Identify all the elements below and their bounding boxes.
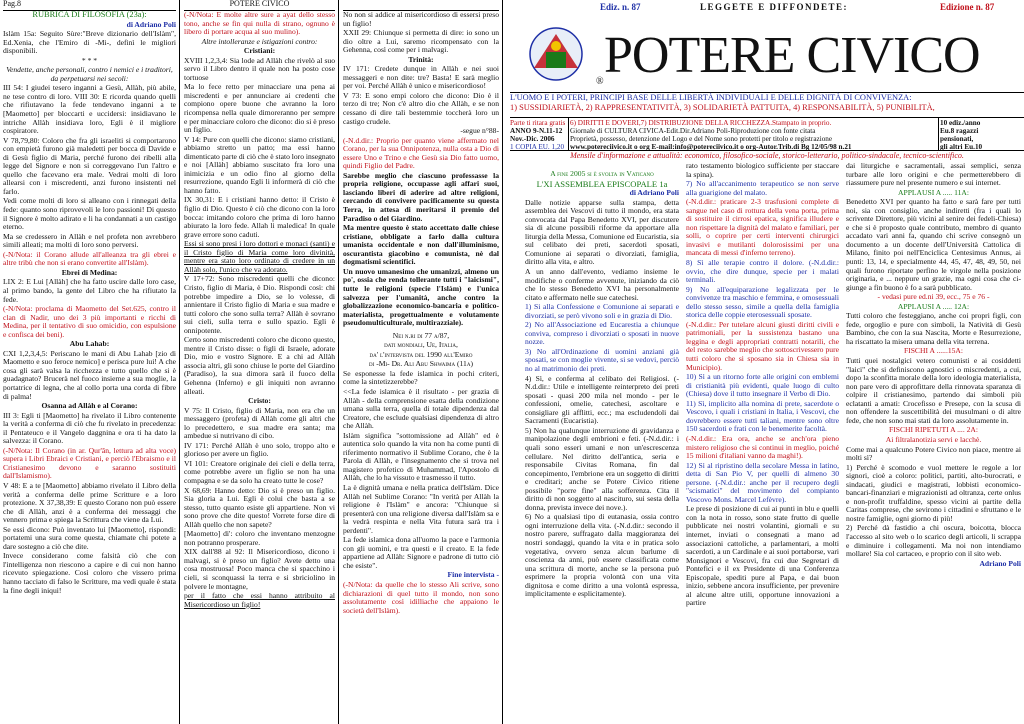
- paragraph: per il fatto che essi hanno attribuito al Misericordioso un figlio!: [184, 591, 335, 609]
- paragraph: V 17+72: Sono miscredenti quelli che dicono: Cristo, figlio di Maria, è Dio. Rispondi così: chi potrebbe impedire a Dio, se lo volesse, di annientare il Cristo figlio di Maria e sua madre e tutti coloro che sono sulla terra? Allàh è sovrano sui cieli, sulla terra e sullo spazio. Egli è onnipotente.: [184, 274, 335, 335]
- note: (-N.d.dir.: Per tutelare alcuni giusti diritti civili e patrimoniali, per la sussistenza bastano una leggina e degli appropriati contratti notarili, che del resto sarebbe meglio che sottoscrivessero pure tutti coloro che si sposano sia in Chiesa sia in Municipio).: [686, 319, 839, 372]
- section-subheading: Ai filtralanotizia servi e lacchè.: [885, 434, 982, 444]
- subheading: Abu Lahab:: [69, 339, 110, 349]
- masthead-subtitle: Mensile d'informazione e attualità: economico, filosofico-sociale, storico-letterario, politico-sindacale, tecnico-scientifico.: [570, 151, 964, 160]
- subheading: Trinità:: [408, 54, 434, 64]
- paragraph: IV 171: Perché Allàh è uno solo, troppo alto e glorioso per avere un figlio.: [184, 440, 335, 459]
- signature: Adriano Poli: [979, 558, 1021, 568]
- continuation-note: -segue n°88-: [460, 126, 499, 136]
- article-intro: A fine 2005 si è svolta in Vaticano: [550, 169, 654, 178]
- note: (-N.d.dir.: Era ora, anche se anch'ora pieno mistero religioso che si continui in meglio, poiché 15 milioni d'italiani vanno da maghi!).: [686, 433, 839, 461]
- paragraph: A un anno dall'evento, vediamo insieme le modifiche o conferme avvenute, iniziando da ciò che lo stesso Benedetto XVI ha personalmente citato e affermato nelle sue catechesi.: [525, 267, 679, 302]
- list-item: 1) Si alla Confessione e Comunione ai separati e divorziati, se però vivono soli e in grazia di Dio.: [525, 302, 679, 320]
- paragraph: V 48: E a te [Maometto] abbiamo rivelato il Libro della verità a conferma delle prime Scritture e a loro protezione. X 37,38,39: E questo Corano non può essere che di Allàh, anzi è a conferma dei messaggi che vennero prima e spiega la Scrittura che viene da Lui.: [3, 480, 176, 525]
- reference-title: Nei n.ri di 77 a/87,: [392, 330, 450, 340]
- paragraph: XIX dall'88 al 92: Il Misericordioso, dicono i malvagi, si è preso un figlio? Avete detto una cosa mostruosa! Poco manca che si spacchino i cieli, si sconquassi la terra e si sbriciolino in polvere le montagne,: [184, 547, 335, 591]
- info-line: gli altri Eu.10: [940, 143, 983, 151]
- divider: [568, 118, 569, 150]
- paragraph: Ma lo fece retto per minacciare una pena ai miscredenti e per annunciare ai credenti che compiono opere buone che avranno la loro ricompensa nella quale dimoreranno per sempre e per minacciare coloro che dicono: dio si è preso un figlio.: [184, 82, 335, 135]
- paragraph: Un nuovo umanesimo che umanizzi, almeno un po', ossia che renda tollerante tutti i "laicismi", tutte le religioni (specie l'Islàm) e l'unica salvezza per l'umanità, anche contro la globalizzazione economico-bancaria e politico-materialista, progettualmente e volutamente pseudomulticulturale, multirazziale).: [343, 266, 499, 328]
- paragraph: No non si addice al misericordioso di essersi preso un figlio!: [343, 10, 499, 28]
- masthead-topbar: [510, 0, 1024, 14]
- info-mid: [570, 119, 936, 151]
- note: (-N.d.dir.: praticare 2-3 trasfusioni complete di sangue nel caso di rottura della vena porta, prima di sostituire il cirrosi epatica, significa illudere e non rispettare la dignità del malato e familiari, per solli, o coprire per certi interventi chirurgici invasivi e mutilanti dolorosissimi per una mancata di messi d'inferno terreno).: [686, 197, 839, 258]
- section-heading: FISCHI A ......15A:: [903, 346, 964, 356]
- end-note: Fine intervista -: [447, 570, 499, 580]
- list-item: 10) Sì a un ritorno forte alle origini con emblemi di cristianità più evidenti, quale luogo di culto (Chiesa) dove il tutto insegnare il Verbo di Dio.: [686, 372, 839, 399]
- note: (-N/Nota: E molte altre sure a ayat dello stesso tono, anche se fin qui nulla di strano, ognuno è libero di portare acqua al suo mulino).: [184, 10, 335, 37]
- paragraph: Tutti coloro che festeggiano, anche coi propri figli, con fede, orgoglio e pure con simboli, la Natività di Gesù Bambino, che con la sua Nascita, Morte e Resurrezione, ha riscattato la misera umana della vita terrena.: [846, 311, 1021, 346]
- info-line: Giornale di CULTURA CIVICA-Edit.Dir.Adriano Poli-Riproduzione con fonte citata: [570, 127, 816, 135]
- info-line: 1 COPIA EU. 1,20: [510, 143, 565, 151]
- subheading: Cristo:: [248, 396, 271, 406]
- list-item: 12) Sì al ripristino della secolare Messa in latino, detta di San Pio V, per quelli di almeno 30 persone. (-N.d.dir.: anche per il recupero degli "scismatici" del movimento del compianto Vescovo Mons. Marcel Lefèvre).: [686, 460, 839, 504]
- footnote: - vedasi pure ed.ni 39, ecc., 75 e 76 -: [877, 292, 990, 302]
- paragraph: Benedetto XVI per quanto ha fatto e sarà fare per tutti noi, sia con consiglio, anche indiretti (fra i quali lo scrivente Direttore, più vicini al senire dei fedeli-Chiesa) e che si è proposto quale contributo, membro di quanto accadato vari anni fa, quando chi scrive consegnò un documento a un docente dell'Università Cattolica di Milano, finito poi nell'Enciclica Centesimus Annus, ai punti: 13, 14, e specialmente 44, 45, 47, 48, 49, 50, nei quali furono riportate perfino le virgole nella posizione originaria, e ... neppure un grazie, ma ogni cosa che ci-giunge a fin buono è fo a sarà pubblicato.: [846, 197, 1021, 292]
- note: (-N/Nota: il Corano allude all'alleanza tra gli ebrei e altre tribù che non si erano convertite all'Islàm).: [3, 249, 176, 268]
- paragraph: rato testamento biologico sufficiente per staccare la spina).: [686, 162, 839, 179]
- paragraph: IX 30,31: E i cristiani hanno detto: il Cristo è figlio di Dio. Questo è ciò che dicono con la loro bocca: imitando coloro che prima di loro hanno abiurato la loro fede. Allah li maledica! In quale grave errore sono caduti.: [184, 195, 335, 239]
- list-item: 4) Sì, e conferma al celibato dei Religiosi. (-N.d.dir.: Utile e intelligente reinterpreto dei preti sposati - quasi 200 mila nel mondo - per le confessioni, omelie, catechesi, ascoltare e consigliare gli afflitti, ecc.; ma escludendoli dai Sacramenti (Eucaristia).: [525, 373, 679, 426]
- column-2: [181, 0, 339, 724]
- slogan-line: L'UOMO E I POTERI, PRINCIPI BASE DELLE LIBERTÀ INDIVIDUALI E DELLE DIGNITÀ DI CONVIVENZA:: [510, 93, 912, 102]
- paragraph: Sarebbe meglio che ciascuno professasse la propria religione, occupasse agli affari suoi, lasciando liberi di aderire ad altre religioni, cercando di convivere pacificamente su questa Terra, in attesa di meritarsi il premio del Paradiso o del Giardino.: [343, 170, 499, 223]
- paragraph: [Maometto] di': coloro che inventano menzogne non potranno prosperare.: [184, 529, 335, 547]
- paragraph: Ma se credessero in Allàh e nel profeta non avrebbero simili alleati; ma molti di loro sono perversi.: [3, 231, 176, 250]
- info-line: Proprietà, possesso, detenzione del Logo e del Nome sono protetti per titolo e registrazione: [570, 135, 833, 143]
- info-line: Nov.-Dic. 2006: [510, 135, 555, 143]
- paragraph: XVIII 1,2,3,4: Sia lode ad Allàh che rivelò al suo servo il Libro dentro il quale non ha posto cose tortuose: [184, 55, 335, 82]
- subheading: Osanna ad Allàh e al Corano:: [41, 401, 138, 411]
- paragraph: V 14: Pure con quelli che dicono: siamo cristiani, abbiamo stretto un patto; ma essi hanno dimenticato parte di ciò che è stato loro insegnato e noi [Allàh] abbiamo suscitato fra loro una inimicizia e un odio fino al giorno della resurrezione, quando Egli li informerà di ciò che hanno fatto.: [184, 134, 335, 195]
- column-4: [522, 162, 682, 724]
- divider: [938, 118, 939, 150]
- paragraph: Islàm 15a: Seguito Sùre:"Breve dizionario dell'Islàm", Ed.Xenia, che l'Emiro di -Mi-, definì le migliori disponibili.: [3, 29, 176, 56]
- paragraph: V 73: E sono empi coloro che dicono: Dio è il terzo di tre; Non c'è altro dio che Allàh, e se non cessano di dire tali bestemmie toccherà loro un castigo crudele.: [343, 90, 499, 126]
- paragraph: XXII 29: Chiunque si permetta di dire: io sono un dio oltre a Lui, saremo ricompensato con la Gehenna, così come per i malvagi.: [343, 28, 499, 55]
- paragraph: Se essi dicono: Può inventato lui [Maometto], rispondi: portatemi una sura come questa, chiamate chi potete a dare sostegno a ciò che dite.: [3, 524, 176, 551]
- edition-right: Edizione n. 87: [940, 2, 995, 12]
- info-line: Eu.8 ragazzi: [940, 127, 979, 135]
- info-line: Parte ti ritara gratis: [510, 119, 566, 127]
- paragraph: III 3: Egli ti [Maometto] ha rivelato il Libro contenente la verità a conferma di ciò che fu rivelato in precedenza: il Pentateuco e il Vangelo daggnina e ora ti ha dato la salvezza: il Corano.: [3, 410, 176, 446]
- note: (-N/Nota: proclama di Maometto del Set.625, contro il clan di Nadir, uno dei 3 più importanti e ricchi di Medina, per il tentativo di suo omicidio, con espulsione e confisca dei beni).: [3, 304, 176, 339]
- reference-line: dati mondiali, Ue, Italia,: [384, 340, 458, 350]
- paragraph: Le prese di posizione di cui ai punti in blu e quelli con la nota in rosso, sono state frutto di quelle pubblicate nei nostri volantini, giornali e su internet, inviati o consegnati a mano ad associazioni cattoliche, a parlamentari, a molti sacerdoti, a un Cardinale e ai suoi portaborse, vari Monsignori e Vescovi, fra cui due Segretari di Pontefici e il ex Presidente di una Conferenza Episcopale, spediti pure al Papa, e dai buon inizio, sebbene ancora insufficiente, per prevenire al alcune altre utili, opportune innovazioni a partire: [686, 504, 839, 608]
- rubric-author: di Adriano Poli: [126, 19, 176, 29]
- column-5: [683, 162, 842, 724]
- rubric-heading: RUBRICA DI FILOSOFIA (23a):: [32, 10, 147, 19]
- slogan-line: 1) SUSSIDIARIETÀ, 2) RAPPRESENTATIVITÀ, 3) SOLIDARIETÀ PATTUITA, 4) RESPONSABILITÀ, 5) PUNIBILITÀ,: [510, 103, 935, 112]
- note: (-N.d.dir.: Proprio per quanto viene affermato nel Corano, per la sua Onnipotenza, nulla osta a Dio di essere Uno e Trino e che Gesù sia Dio fatto uomo, quindi Figlio del Padre.: [343, 135, 499, 171]
- info-right: [940, 119, 1024, 151]
- paragraph: V 78,79,80: Coloro che fra gli israeliti si comportarono con empietà furono già maledetti per bocca di Davide e di Gesù figlio di Maria, perché furono dei ribelli alla legge del Signore e non si correggevano l'un l'altro e quello che facevano era male. Vedrai molti di loro allearsi con i miscredenti, anzi furono insistenti nel farlo.: [3, 135, 176, 196]
- paragraph: dai liturgiche e sacramentali, assai semplici, senza turbare alle loro origini e che permetterebbero di riassumere pure nel presente numero e sui internet.: [846, 162, 1021, 188]
- page-number: Pag.8: [3, 0, 21, 8]
- paragraph: Islàm significa "sottomissione ad Allàh" ed è autentica solo quando la vita non ha come punti di riferimento normativo il Sublime Corano, che è la Parola di Allàh, e l'insegnamento che si trova nel magistero profetico di Muhammad, l'Apostolo di Allàh, che lo ha vissuto e trasmesso il tutto.: [343, 430, 499, 483]
- paragraph: LIX 2: E Lui [Allàh] che ha fatto uscire dalle loro case, al primo bando, la gente del Libro che ha rifiutato la fede.: [3, 277, 176, 304]
- list-item: 6) No a qualsiasi tipo di eutanasia, ossia contro ogni interruzione della vita. (-N.d.dir.: secondo il nostro parere, suffragato dalla maggioranza dei nostri sondaggi, quando la vita e in pratica solo vegetativa, ovvero senza alcun barlume di coscienza da anni, può essere classificata come una scrittura di morte, anche se la persona può esprimere la propria volontà con una vita dignitosa e come diritto a una volontà espressa, implicitamente e esplicitamente).: [525, 512, 679, 599]
- column-1: [0, 0, 180, 724]
- list-item: 9) No all'equiparazione legalizzata per le convivenze tra maschio e femmina, e omosessuali dello stesso sesso, simile a quella della famiglia storica delle coppie eterosessuali sposate.: [686, 284, 839, 320]
- info-table: [510, 117, 1024, 151]
- paragraph: III 54: I giudei tesero inganni a Gesù, Allàh, più abile, ne tese contro di loro. VIII 30: E ricorda quando quelli che rifiutavano la fede tendevano inganni a te [Maometto] per bloccarti e uccidersi: insidiavano le intriche Allàh insidiava loro, Egli è il migliore cospiratore.: [3, 83, 176, 136]
- paragraph: VI 101: Creatore originale dei cieli e della terra, come potrebbe avere un figlio se non ha una compagna e se da solo ha creato tutte le cose?: [184, 458, 335, 485]
- info-left: [510, 119, 568, 151]
- note: (-N/Nota: da quelle che lo stesso Ali scrive, sono dichiarazioni di quel tutto il mondo, non sono assolutamente così idilliache che appaiono le società dell'Islàm).: [343, 580, 499, 615]
- separator-stars: * * *: [81, 55, 98, 65]
- registered-mark: ®: [596, 76, 604, 87]
- subheading: Ebrei di Medina:: [61, 267, 118, 277]
- list-item: 2) Perché dà fastidio a chi oscura, boicotta, blocca l'accesso al sito web o lo scarico degli articoli, li scrappa e diminuire i collegamenti. Ma noi non intendiamo mollare! Sia col cartaceo, e proprio con il sito web.: [846, 523, 1021, 559]
- paragraph: La è dignità umana e nella pratica dell'Islàm. Dice Allàh nel Sublime Corano: "In verità per Allàh la religione è l'Islàm" e ancora: "Chiunque si presenterà con una religione diversa dall'Islàm sa e la vedrà respinta e nella Vita futura sarà tra i perdenti".: [343, 482, 499, 535]
- paragraph: Come mai a qualcuno Potere Civico non piace, mentre ai molti sì?: [846, 444, 1021, 463]
- tagline: LEGGETE E DIFFONDETE:: [700, 2, 849, 12]
- paragraph: Essi si sono presi i loro dottori e monaci (santi) e il Cristo figlio di Maria come loro divinità, mentre era stato loro ordinato di credere in un Allàh solo, l'unico che va adorato.: [184, 239, 335, 274]
- info-line: www.potereciivico.it o org E-mail:info@potereciivico.it o org-Autor.Trib.di Bg 12/05/98 n.21: [570, 143, 852, 151]
- paragraph: IV 171: Credete dunque in Allàh e nei suoi messaggeri e non dite: tre? Basta! E sarà meglio per voi. Perché Allàh è unico e misericordioso!: [343, 64, 499, 91]
- logo-emblem-icon: [516, 24, 596, 86]
- edition-left: Ediz. n. 87: [600, 2, 641, 12]
- list-item: 5) Non ha qualunque interruzione di gravidanza e manipolazione degli embrioni e feti. (-N.d.dir.: i quali sono esseri umani e non un'escrescenza cellulare. Nel diritto dell'antica, seria e responsabile Civitas Romana, fin dal concepimento, l'embrione era un soggetto di diritti e creditari; anche se Potere Civico ritiene possibile "porre fine" alla sofferenza. Cita il diritto di non soggetto al nascituro, sui sesta della donna, prevista invece dei nove.).: [525, 425, 679, 512]
- column-6: [843, 162, 1024, 724]
- paragraph: X 68,69: Hanno detto: Dio si è preso un figlio. Sia gloria a Lui. Egli è colui che basta a se stesso, tutto quanto esiste gli appartiene. Non vi sono prove che dite questo! Vorrete forse dire di Allàh quello che non sapete?: [184, 485, 335, 529]
- list-item: 1) Perché è scomodo e vuol mettere le regole a lor signori, cioè a coloro: politici, partiti, alto-burocrati, e sindacati, giudici e magistrati, lobbisti economico-bancari-finanziari e migrazionisti ad oltranza, certe onlus e non-profit truffaldine, spesso vicini ai partite della Caritas comprese, che sevirono i cittadini e sfruttano e le nostre famiglie, ogni giorno di più!: [846, 462, 1021, 523]
- reference-line: da' l'intervista del 1990 all'Emiro: [369, 349, 473, 359]
- article-author: di Adriano Poli: [629, 188, 679, 198]
- paragraph: Ma mentre questo è stato accettato dalle chiese cristiane, obbligate a farlo dalla cultura umanista occidentale e non dall'illuminismo, oscurantista giacobino e comunista, nè dal dogmatismi scientifici.: [343, 223, 499, 267]
- info-line: pensionati,: [940, 135, 974, 143]
- paragraph: CXI 1,2,3,4,5: Periscano le mani di Abu Lahab [zio di Maometto e suo feroce nemico] e perisca pure lui! A che cosa gli sarà valsa la ricchezza e tutto quello che si è guadagnato? Brucerà nel fuoco insieme a sua moglie, la portatrice di legna, che al collo porta una corda di fibre di palma!: [3, 348, 176, 401]
- masthead: [510, 0, 1024, 160]
- list-item: 8) Sì alle terapie contro il dolore. (-N.d.dir.: ovvio, che dire dunque, specie per i malati terminali.: [686, 258, 839, 285]
- section-heading: APPLAUSI A ..... 12A:: [897, 301, 970, 311]
- paragraph: Se esponesse la fede islamica in pochi criteri, come la sintetizzerebbe?: [343, 368, 499, 387]
- paragraph: Vedi come molti di loro si alleano con i rinnegati della fede: quanto sono riprovevoli le loro passioni! Di questo il Signore è molto adirato e li ha condannati a un castigo eterno.: [3, 196, 176, 232]
- paragraph: Invece considerano come falsità ciò che con l'intelligenza non riescono a capire e di cui non hanno ricevuto spiegazione. Così coloro che vissero prima hanno tacciato di falso le Scritture, ma vedi quale è stata la fine degli iniqui!: [3, 551, 176, 595]
- list-item: 7) No all'accanimento terapeutico se non serve alla guarigione del malato.: [686, 179, 839, 197]
- list-item: 3) No all'Ordinazione di uomini anziani già sposati, se con moglie vivente, si se vedovi, perciò no al matrimonio dei preti.: [525, 346, 679, 374]
- article-heading: L'XI ASSEMBLEA EPISCOPALE 1a: [536, 178, 668, 189]
- info-line: ANNO 9-N.11-12: [510, 127, 563, 135]
- paragraph: Dalle notizie apparse sulla stampa, detta assemblea dei Vescovi di tutto il mondo, era stata convocata dal Papa Benedetto XVI, per discutere sia di alcune possibili riforme da apportare alla liturgia della Messa, Comunione ed Eucaristia, sia sul celibato dei preti, sacerdoti sposati, Comunione ai separati o divorziati, famiglia, diritto alla vita, e altro.: [525, 197, 679, 267]
- paragraph: Certo sono miscredenti coloro che dicono questo, mentre il Cristo disse: o figli di Israele, adorate Dio, mio e vostro Signore. E a chi ad Allàh associa altri, gli sono chiuse le porte del Giardino (Paradiso), la sua dimora sarà il fuoco della Gehenna (Inferno) e gli iniquiti non avranno alleati.: [184, 335, 335, 396]
- slogan: [510, 92, 1024, 113]
- info-line: 6) DIRITTI E DOVERI,7) DISTRIBUZIONE DELLA RICCHEZZA.Stampato in proprio.: [570, 119, 832, 127]
- column-3: [340, 0, 503, 724]
- newspaper-title: POTERE CIVICO: [604, 27, 980, 84]
- paragraph: La fede islamica dona all'uomo la pace e l'armonia con gli uomini, e tra questi e il creato. E la fede appartiene ad Allàh: Signore e padrone di tutto ciò che esiste".: [343, 535, 499, 570]
- header-title: POTERE CIVICO: [229, 0, 290, 8]
- paragraph: <<La fede islamica è il risultato - per grazia di Allàh - della comprensione esatta della condizione umana sulla terra, quella di totale dipendenza dal Creatore, che esclude qualsiasi dipendenza di altro che Allàh.: [343, 386, 499, 431]
- list-item: 2) No all'Associazione ed Eucarestia a chiunque convivа, compreso i divorziati o sposati in nuove nozze.: [525, 320, 679, 347]
- reference-line: di -Mi- Dr. Ali Abu Shwaima (11a): [369, 359, 473, 369]
- list-item: 11) Sì, implicito alla nomina di prete, sacerdote o Vescovo, i quali i cristiani in Italia, i Vescovi, che dovrebbero essere tutti taliani, mentre sono oltre 150 sacerdoti e frati con le benemerite facoltà.: [686, 398, 839, 434]
- paragraph: V 75: Il Cristo, figlio di Maria, non era che un messaggero (profeta) di Allàh come gli altri che lo precedettero, e sua madre era santa; ma ambedue si nutrivano di cibo.: [184, 405, 335, 441]
- paragraph: Tutti quei nostalgici vetero comunisti e ai cosiddetti "laici" che si definiscono agnostici o miscredenti, a cui, dopo la sconfitta morale della loro ideologia materialista, non pare vero di approfittare della rinnovata sparanza di colpire il cristianesimo, partendo dai simboli più eclatanti a amati: Crocefisso e Presepe, con la scusa di non offendere la suscettibilità dei musulmani o di altre fede, che non sono mai stati da loro assolutamente in.: [846, 356, 1021, 425]
- subheading: Vendette, anche personali, contro i nemici e i traditori, da perpetuarsi nei secoli:: [6, 65, 173, 83]
- section-heading: FISCHI RIPETUTI A .... 2A:: [888, 425, 979, 435]
- subheading: Cristiani:: [243, 46, 276, 56]
- info-line: 10 ediz./anno: [940, 119, 981, 127]
- note: (-N/Nota: Il Corano (in ar. Qur'ân, lettura ad alta voce) supera i Libri Ebraici e Cristiani, e perciò l'Ebraismo e il Cristianesimo devono e saranno sostituiti dall'Islamismo).: [3, 445, 176, 481]
- section-heading: APPLAUSI A ..... 11A:: [897, 187, 970, 197]
- subheading: Altre intolleranze e istigazioni contro:: [201, 36, 318, 46]
